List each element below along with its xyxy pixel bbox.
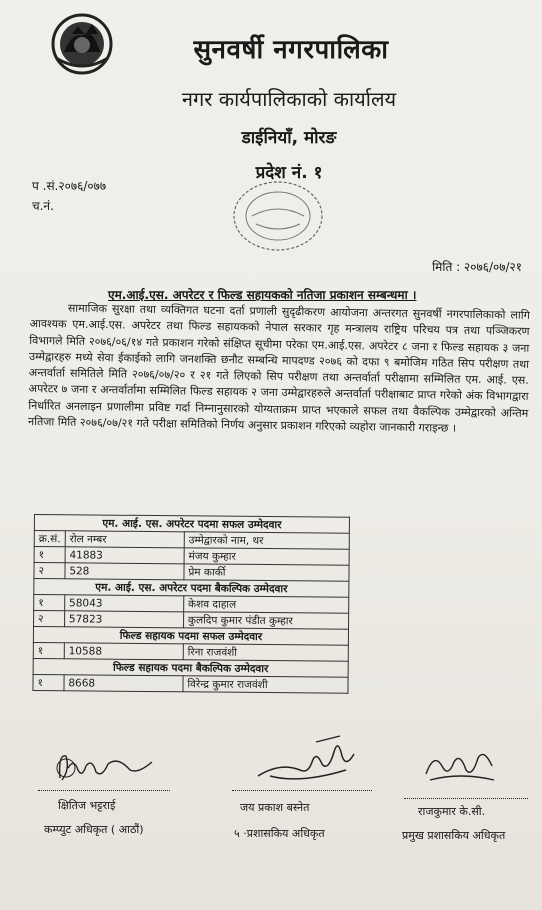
section-title: एम. आई. एस. अपरेटर पदमा सफल उम्मेदवार bbox=[34, 515, 349, 534]
signatory-2-title: ५ ·प्रशासकिय अधिकृत bbox=[234, 827, 325, 840]
roll-cell: 528 bbox=[65, 563, 184, 580]
office-stamp-icon bbox=[222, 166, 334, 254]
name-cell: कुलदिप कुमार पंडीत कुम्हार bbox=[183, 612, 348, 629]
signatory-3-title: प्रमुख प्रशासकिय अधिकृत bbox=[402, 829, 506, 842]
name-cell: रिना राजवंशी bbox=[183, 644, 348, 661]
letter-number: प .सं.२०७६/०७७ bbox=[32, 179, 107, 193]
name-cell: केशव दाहाल bbox=[183, 596, 348, 613]
signatory-3-name: राजकुमार के.सी. bbox=[418, 805, 486, 818]
reference-block bbox=[32, 176, 106, 216]
serial-cell: १ bbox=[34, 595, 65, 611]
header-serial: क्र.सं. bbox=[34, 531, 65, 547]
section-title: एम. आई. एस. अपरेटर पदमा बैकल्पिक उम्मेदवार bbox=[34, 579, 349, 598]
office-address: डाईनियाँ, मोरङ bbox=[241, 128, 337, 148]
signature-line bbox=[404, 798, 528, 799]
results-table bbox=[32, 514, 350, 694]
signature-3-icon bbox=[420, 744, 500, 788]
name-cell: विरेन्द्र कुमार राजवंशी bbox=[183, 676, 348, 693]
roll-cell: 10588 bbox=[64, 643, 183, 660]
signature-line bbox=[232, 790, 372, 791]
letter-body: सामाजिक सुरक्षा तथा व्यक्तिगत घटना दर्ता प्रणाली सुदृढीकरण आयोजना अन्तरगत सुनवर्षी नगरपालिकाको लागि आवश्यक एम.आई.एस. अपरेटर तथा फिल्ड सहायकको नेपाल सरकार गृह मन्त्रालय राष्ट्रिय परिचय पत्र तथा पञ्जिकरण विभागले मिति २०७६/०६/१४ गते प्रकाशन गरेको संक्षिप्त सूचीमा परेका एम.आई.एस. अपरेटर ८ जना र फिल्ड सहायक ३ जना उम्मेद्वारहरु मध्ये सेवा ईकाईको लागि जनशक्ति छनौट सम्बन्धि मापदण्ड २०७६ को दफा ९ बमोजिम गठित सिप परीक्षण तथा अन्तर्वार्ता समितिले मिति २०७६/०७/२० र २१ गते लिएको सिप परीक्षण तथा अन्तर्वार्ता परीक्षामा सम्मिलित एम. आई. एस. अपरेटर ७ जना र अन्तर्वार्तामा सम्मिलित फिल्ड सहायक २ जना उम्मेद्वारहरुले अन्तर्वार्ता परीक्षाबाट प्राप्त गरेको अंक विभागद्वारा निर्धारित अनलाइन प्रणालीमा प्रविष्ट गर्दा निम्नानुसारको योग्यताक्रम प्राप्त भएकाले सफल तथा वैकल्पिक उम्मेद्वारको अन्तिम नतिजा मिति २०७६/०७/२१ गते परीक्षा समितिको निर्णय अनुसार प्रकाशन गरिएको व्यहोरा जानकारी गराइन्छ । bbox=[27, 301, 530, 435]
results-table-container bbox=[32, 514, 350, 694]
header-name: उम्मेद्वारको नाम, थर bbox=[184, 532, 349, 549]
roll-cell: 8668 bbox=[64, 675, 183, 692]
letter-subject: एम.आई.एस. अपरेटर र फिल्ड सहायकको नतिजा प्रकाशन सम्बन्धमा । bbox=[108, 288, 417, 302]
signatory-1-title: कम्प्युट अधिकृत ( आठौं) bbox=[44, 823, 144, 836]
roll-cell: 58043 bbox=[65, 595, 184, 612]
serial-cell: २ bbox=[34, 563, 65, 579]
serial-cell: १ bbox=[33, 642, 64, 658]
office-name: नगर कार्यपालिकाको कार्यालय bbox=[181, 87, 397, 111]
signature-line bbox=[38, 790, 170, 791]
roll-cell: 41883 bbox=[65, 547, 184, 564]
name-cell: मंजय कुम्हार bbox=[184, 548, 349, 565]
signature-2-icon bbox=[250, 732, 360, 788]
table-row bbox=[33, 674, 348, 693]
serial-cell: १ bbox=[34, 547, 65, 563]
name-cell: प्रेम कार्की bbox=[184, 564, 349, 581]
signature-1-icon bbox=[52, 748, 162, 788]
dispatch-number: च.नं. bbox=[32, 199, 54, 213]
section-title: फिल्ड सहायक पदमा सफल उम्मेदवार bbox=[33, 627, 348, 646]
signatory-1-name: क्षितिज भट्टराई bbox=[58, 799, 116, 812]
header-roll: रोल नम्बर bbox=[65, 531, 184, 548]
province-name: प्रदेश नं. १ bbox=[255, 163, 323, 183]
roll-cell: 57823 bbox=[64, 611, 183, 628]
section-title: फिल्ड सहायक पदमा बैकल्पिक उम्मेदवार bbox=[33, 658, 348, 677]
serial-cell: १ bbox=[33, 674, 64, 690]
municipality-name: सुनवर्षी नगरपालिका bbox=[193, 35, 389, 65]
letter-date: मिति : २०७६/०७/२१ bbox=[432, 260, 522, 274]
serial-cell: २ bbox=[34, 611, 65, 627]
signatory-2-name: जय प्रकाश बस्नेत bbox=[240, 801, 310, 814]
